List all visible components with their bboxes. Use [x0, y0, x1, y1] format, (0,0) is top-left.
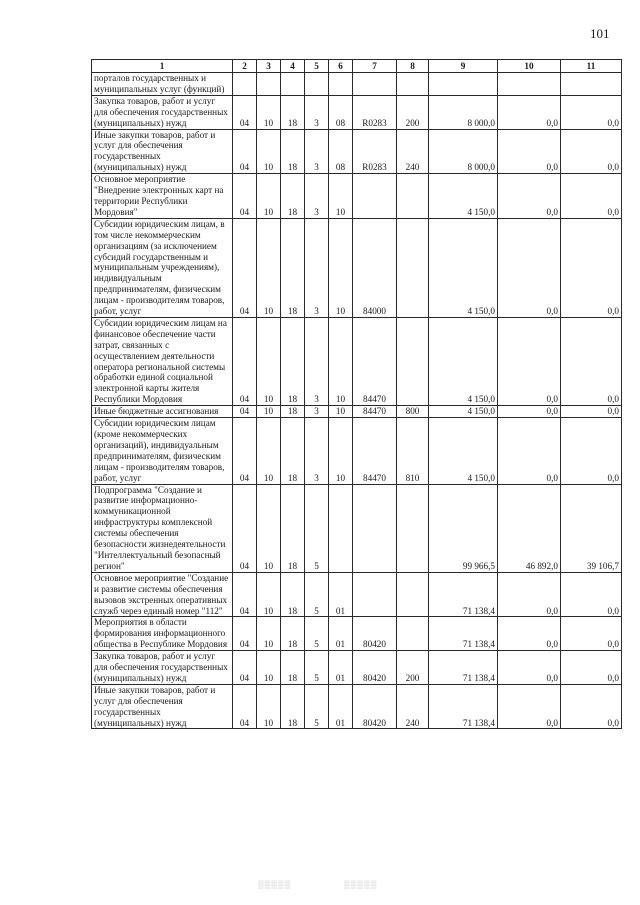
table-cell	[329, 484, 353, 572]
table-cell	[397, 484, 429, 572]
table-cell: 5	[305, 617, 329, 651]
table-cell: 0,0	[498, 95, 561, 129]
table-cell: 99 966,5	[429, 484, 498, 572]
table-row	[92, 617, 622, 651]
table-cell: 80420	[353, 684, 397, 729]
table-cell: 10	[257, 95, 281, 129]
table-cell: 5	[305, 651, 329, 685]
table-cell	[397, 317, 429, 405]
table-cell: 04	[233, 406, 257, 418]
table-cell	[329, 73, 353, 96]
table-cell: 04	[233, 684, 257, 729]
table-cell: 39 106,7	[561, 484, 622, 572]
table-cell: 18	[281, 572, 305, 617]
table-cell: 0,0	[561, 218, 622, 317]
table-cell: 08	[329, 95, 353, 129]
table-cell: 0,0	[561, 572, 622, 617]
table-cell	[257, 73, 281, 96]
table-cell: 0,0	[498, 418, 561, 484]
table-cell: 18	[281, 684, 305, 729]
table-row	[92, 651, 622, 685]
table-cell: 18	[281, 317, 305, 405]
table-row	[92, 73, 622, 96]
table-row	[92, 418, 622, 484]
table-cell: 240	[397, 129, 429, 174]
table-cell: 84470	[353, 418, 397, 484]
row-name-cell: Основное мероприятие "Внедрение электронных карт на территории Республики Мордовия"	[92, 174, 233, 219]
table-cell: 4 150,0	[429, 174, 498, 219]
table-cell: 5	[305, 484, 329, 572]
table-header-row	[92, 60, 622, 73]
column-header: 9	[429, 60, 498, 73]
table-cell: 810	[397, 418, 429, 484]
table-cell: 18	[281, 129, 305, 174]
table-cell: 5	[305, 572, 329, 617]
table-cell: 10	[257, 617, 281, 651]
table-cell: 01	[329, 651, 353, 685]
table-cell: 0,0	[561, 317, 622, 405]
table-cell: 3	[305, 174, 329, 219]
table-cell	[397, 73, 429, 96]
table-cell: 10	[329, 317, 353, 405]
column-header: 7	[353, 60, 397, 73]
page-number: 101	[590, 26, 610, 41]
table-cell: 84470	[353, 317, 397, 405]
table-cell: 18	[281, 174, 305, 219]
table-cell: 18	[281, 484, 305, 572]
row-name-cell: Основное мероприятие "Создание и развитие системы обеспечения вызовов экстренных оперативных служб через единый номер "112"	[92, 572, 233, 617]
table-cell	[353, 73, 397, 96]
table-cell: 4 150,0	[429, 317, 498, 405]
table-cell: 04	[233, 572, 257, 617]
table-row	[92, 95, 622, 129]
table-cell: 18	[281, 218, 305, 317]
table-cell: 0,0	[498, 651, 561, 685]
table-cell: 10	[329, 218, 353, 317]
table-cell: 80420	[353, 617, 397, 651]
row-name-cell: Субсидии юридическим лицам на финансовое обеспечение части затрат, связанных с осуществлением деятельности оператора региональной системы обработки единой социальной электронной карты жителя Республики Мордовия	[92, 317, 233, 405]
table-cell: 71 138,4	[429, 651, 498, 685]
table-cell	[397, 617, 429, 651]
table-row	[92, 174, 622, 219]
table-cell: 04	[233, 418, 257, 484]
table-cell: 18	[281, 617, 305, 651]
column-header: 11	[561, 60, 622, 73]
table-cell: 0,0	[498, 218, 561, 317]
table-cell: 3	[305, 129, 329, 174]
table-cell: 5	[305, 684, 329, 729]
table-cell: 10	[257, 684, 281, 729]
table-cell: R0283	[353, 95, 397, 129]
table-cell	[305, 73, 329, 96]
table-cell: 3	[305, 406, 329, 418]
row-name-cell: Иные закупки товаров, работ и услуг для обеспечения государственных (муниципальных) нужд	[92, 684, 233, 729]
table-cell: 84000	[353, 218, 397, 317]
table-cell	[397, 218, 429, 317]
column-header: 6	[329, 60, 353, 73]
table-cell: 71 138,4	[429, 684, 498, 729]
table-cell: 8 000,0	[429, 95, 498, 129]
row-name-cell: Субсидии юридическим лицам (кроме некоммерческих организаций), индивидуальным предпринимателям, физическим лицам - производителям товаров, работ, услуг	[92, 418, 233, 484]
table-cell: 04	[233, 651, 257, 685]
column-header: 1	[92, 60, 233, 73]
table-cell	[397, 174, 429, 219]
table-cell: 3	[305, 317, 329, 405]
table-cell: 10	[257, 129, 281, 174]
faint-stamp-mark: ▒▒▒▒▒	[344, 880, 378, 889]
table-cell: 04	[233, 174, 257, 219]
table-cell: 4 150,0	[429, 418, 498, 484]
column-header: 2	[233, 60, 257, 73]
table-row	[92, 484, 622, 572]
table-cell: 01	[329, 617, 353, 651]
table-cell: 10	[257, 317, 281, 405]
table-cell: 0,0	[498, 684, 561, 729]
table-cell: 71 138,4	[429, 572, 498, 617]
table-cell: 08	[329, 129, 353, 174]
table-cell: 71 138,4	[429, 617, 498, 651]
table-cell: 4 150,0	[429, 218, 498, 317]
table-cell: 01	[329, 572, 353, 617]
table-cell: 04	[233, 218, 257, 317]
row-name-cell: Закупка товаров, работ и услуг для обеспечения государственных (муниципальных) нужд	[92, 651, 233, 685]
table-cell: 10	[329, 174, 353, 219]
faint-stamp-mark: ▒▒▒▒▒	[258, 880, 292, 889]
table-cell	[561, 73, 622, 96]
table-row	[92, 317, 622, 405]
budget-table	[91, 59, 622, 729]
table-cell	[353, 484, 397, 572]
table-cell: 10	[257, 406, 281, 418]
table-cell: 01	[329, 684, 353, 729]
table-cell: 0,0	[561, 651, 622, 685]
table-cell: 8 000,0	[429, 129, 498, 174]
table-cell: 10	[329, 418, 353, 484]
column-header: 8	[397, 60, 429, 73]
table-cell: 10	[257, 572, 281, 617]
table-row	[92, 684, 622, 729]
table-cell: R0283	[353, 129, 397, 174]
table-body	[92, 73, 622, 729]
table-cell: 18	[281, 406, 305, 418]
table-cell: 0,0	[561, 684, 622, 729]
table-cell: 10	[257, 174, 281, 219]
table-cell: 3	[305, 218, 329, 317]
row-name-cell: Мероприятия в области формирования информационного общества в Республике Мордовия	[92, 617, 233, 651]
table-cell	[397, 572, 429, 617]
table-cell: 0,0	[498, 317, 561, 405]
table-cell: 0,0	[561, 95, 622, 129]
column-header: 10	[498, 60, 561, 73]
table-cell: 10	[329, 406, 353, 418]
table-cell: 04	[233, 317, 257, 405]
table-cell: 3	[305, 95, 329, 129]
row-name-cell: порталов государственных и муниципальных услуг (функций)	[92, 73, 233, 96]
table-row	[92, 406, 622, 418]
table-row	[92, 129, 622, 174]
table-cell: 46 892,0	[498, 484, 561, 572]
table-cell: 200	[397, 651, 429, 685]
table-cell: 0,0	[498, 174, 561, 219]
table-cell: 800	[397, 406, 429, 418]
row-name-cell: Субсидии юридическим лицам, в том числе некоммерческим организациям (за исключением субсидий государственным и муниципальным учреждениям), индивидуальным предпринимателям, физическим лицам - производителям товаров, работ, услуг	[92, 218, 233, 317]
table-cell: 04	[233, 617, 257, 651]
row-name-cell: Закупка товаров, работ и услуг для обеспечения государственных (муниципальных) нужд	[92, 95, 233, 129]
table-cell: 0,0	[561, 406, 622, 418]
table-cell	[498, 73, 561, 96]
column-header: 3	[257, 60, 281, 73]
table-cell: 18	[281, 95, 305, 129]
table-cell: 200	[397, 95, 429, 129]
table-cell: 4 150,0	[429, 406, 498, 418]
table-cell: 18	[281, 651, 305, 685]
table-cell: 10	[257, 484, 281, 572]
row-name-cell: Иные закупки товаров, работ и услуг для обеспечения государственных (муниципальных) нужд	[92, 129, 233, 174]
table-cell: 84470	[353, 406, 397, 418]
table-cell: 10	[257, 651, 281, 685]
table-cell: 0,0	[498, 572, 561, 617]
table-cell: 10	[257, 218, 281, 317]
table-cell: 10	[257, 418, 281, 484]
table-cell: 04	[233, 95, 257, 129]
row-name-cell: Подпрограмма "Создание и развитие информационно-коммуникационной инфраструктуры комплексной системы обеспечения безопасности жизнедеятельности "Интеллектуальный безопасный регион"	[92, 484, 233, 572]
table-cell	[233, 73, 257, 96]
table-cell: 04	[233, 484, 257, 572]
table-cell	[429, 73, 498, 96]
table-cell: 0,0	[498, 129, 561, 174]
table-cell: 0,0	[561, 129, 622, 174]
table-cell: 18	[281, 418, 305, 484]
table-cell	[353, 174, 397, 219]
table-cell: 80420	[353, 651, 397, 685]
table-cell: 0,0	[561, 617, 622, 651]
table-cell: 0,0	[561, 174, 622, 219]
table-cell: 04	[233, 129, 257, 174]
table-row	[92, 218, 622, 317]
table-row	[92, 572, 622, 617]
column-header: 5	[305, 60, 329, 73]
table-cell: 0,0	[561, 418, 622, 484]
row-name-cell: Иные бюджетные ассигнования	[92, 406, 233, 418]
table-cell	[353, 572, 397, 617]
table-cell: 240	[397, 684, 429, 729]
table-cell: 0,0	[498, 617, 561, 651]
table-cell	[281, 73, 305, 96]
column-header: 4	[281, 60, 305, 73]
table-cell: 3	[305, 418, 329, 484]
table-cell: 0,0	[498, 406, 561, 418]
